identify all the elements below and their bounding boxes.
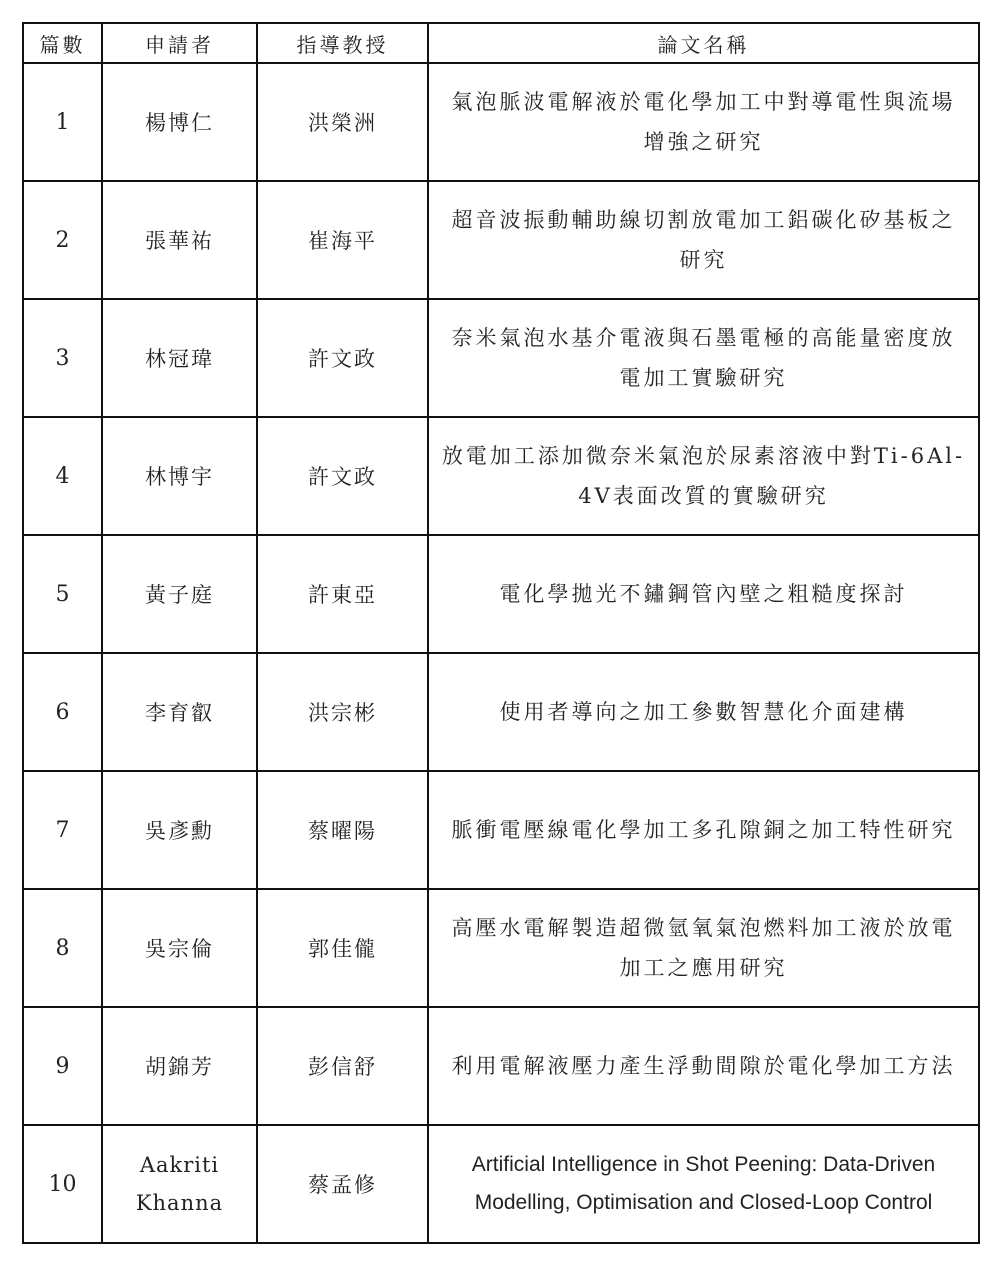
thesis-title: 高壓水電解製造超微氫氧氣泡燃料加工液於放電加工之應用研究 [428, 889, 979, 1007]
applicant-name: 林博宇 [102, 417, 257, 535]
advisor-name: 許東亞 [257, 535, 428, 653]
header-applicant: 申請者 [102, 23, 257, 63]
advisor-name: 許文政 [257, 299, 428, 417]
advisor-name: 蔡曜陽 [257, 771, 428, 889]
table-row [23, 181, 979, 299]
header-advisor: 指導教授 [257, 23, 428, 63]
table-row [23, 889, 979, 1007]
advisor-name: 洪宗彬 [257, 653, 428, 771]
advisor-name: 蔡孟修 [257, 1125, 428, 1243]
applicant-name: 楊博仁 [102, 63, 257, 181]
thesis-title: Artificial Intelligence in Shot Peening: Data-Driven Modelling, Optimisation and Closed-Loop Control [428, 1125, 979, 1243]
header-count: 篇數 [23, 23, 102, 63]
table-row [23, 299, 979, 417]
thesis-title: 使用者導向之加工參數智慧化介面建構 [428, 653, 979, 771]
thesis-title: 利用電解液壓力產生浮動間隙於電化學加工方法 [428, 1007, 979, 1125]
table-row [23, 1007, 979, 1125]
row-number: 6 [23, 653, 102, 771]
thesis-title: 電化學拋光不鏽鋼管內壁之粗糙度探討 [428, 535, 979, 653]
table-row [23, 653, 979, 771]
row-number: 2 [23, 181, 102, 299]
table-row [23, 535, 979, 653]
thesis-title: 脈衝電壓線電化學加工多孔隙銅之加工特性研究 [428, 771, 979, 889]
table-row [23, 1125, 979, 1243]
thesis-title: 氣泡脈波電解液於電化學加工中對導電性與流場增強之研究 [428, 63, 979, 181]
advisor-name: 許文政 [257, 417, 428, 535]
thesis-table [22, 22, 980, 1244]
advisor-name: 洪榮洲 [257, 63, 428, 181]
table-row [23, 417, 979, 535]
thesis-title: 放電加工添加微奈米氣泡於尿素溶液中對Ti-6Al-4V表面改質的實驗研究 [428, 417, 979, 535]
applicant-name: 吳彥勳 [102, 771, 257, 889]
row-number: 9 [23, 1007, 102, 1125]
row-number: 8 [23, 889, 102, 1007]
table-row [23, 63, 979, 181]
applicant-name: 林冠瑋 [102, 299, 257, 417]
row-number: 10 [23, 1125, 102, 1243]
advisor-name: 郭佳儱 [257, 889, 428, 1007]
applicant-name: 黃子庭 [102, 535, 257, 653]
advisor-name: 彭信舒 [257, 1007, 428, 1125]
applicant-name: 吳宗倫 [102, 889, 257, 1007]
applicant-name: 胡錦芳 [102, 1007, 257, 1125]
row-number: 5 [23, 535, 102, 653]
row-number: 7 [23, 771, 102, 889]
table-header-row [23, 23, 979, 63]
applicant-name: Aakriti Khanna [102, 1125, 257, 1243]
thesis-title: 奈米氣泡水基介電液與石墨電極的高能量密度放電加工實驗研究 [428, 299, 979, 417]
row-number: 4 [23, 417, 102, 535]
row-number: 1 [23, 63, 102, 181]
row-number: 3 [23, 299, 102, 417]
advisor-name: 崔海平 [257, 181, 428, 299]
applicant-name: 張華祐 [102, 181, 257, 299]
applicant-name: 李育叡 [102, 653, 257, 771]
thesis-title: 超音波振動輔助線切割放電加工鋁碳化矽基板之研究 [428, 181, 979, 299]
table-row [23, 771, 979, 889]
header-title: 論文名稱 [428, 23, 979, 63]
